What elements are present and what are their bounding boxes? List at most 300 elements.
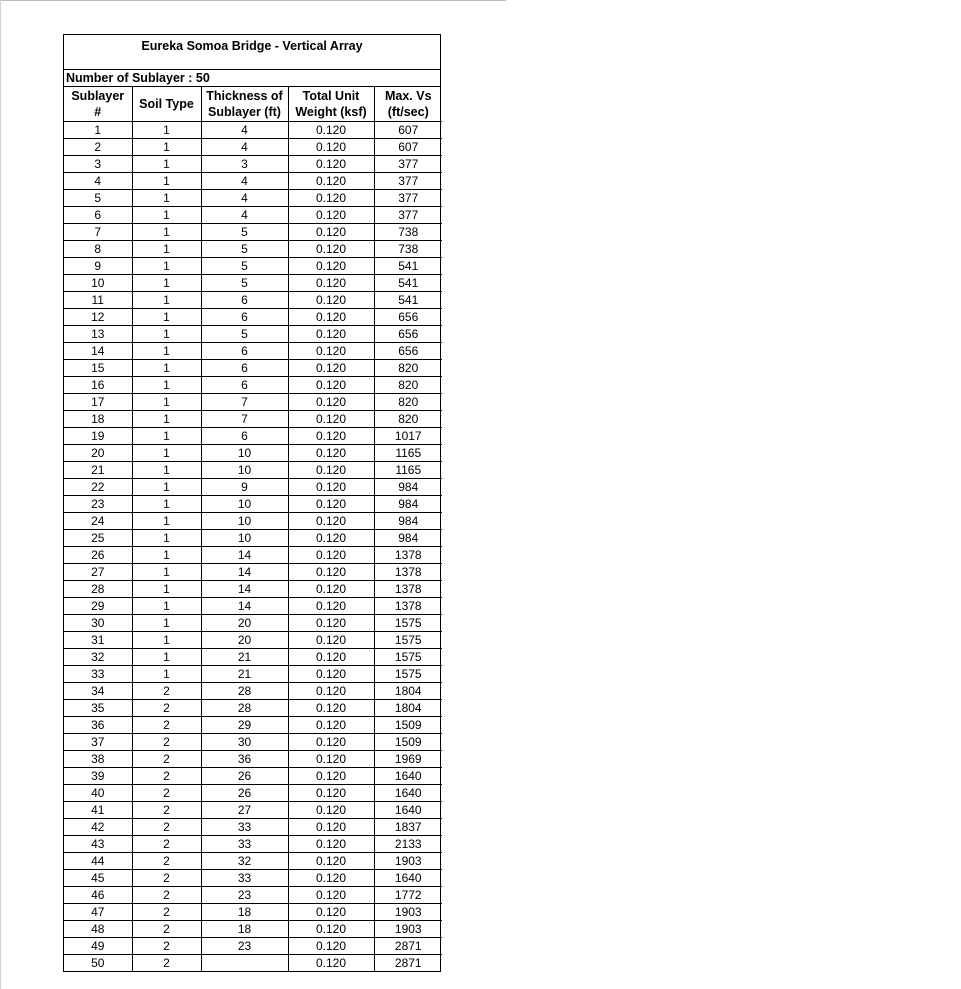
cell-max-vs: 984 [374, 479, 442, 496]
table-row [64, 156, 442, 173]
cell-thickness: 5 [201, 241, 288, 258]
table-row [64, 462, 442, 479]
table-row [64, 190, 442, 207]
cell-thickness: 6 [201, 292, 288, 309]
table-row [64, 785, 442, 802]
cell-unit-weight: 0.120 [288, 734, 374, 751]
table-row [64, 530, 442, 547]
cell-thickness: 4 [201, 190, 288, 207]
cell-sublayer: 31 [64, 632, 132, 649]
table-row [64, 853, 442, 870]
cell-sublayer: 14 [64, 343, 132, 360]
cell-sublayer: 47 [64, 904, 132, 921]
cell-unit-weight: 0.120 [288, 632, 374, 649]
cell-max-vs: 984 [374, 530, 442, 547]
table-row [64, 241, 442, 258]
cell-thickness: 20 [201, 615, 288, 632]
header-thickness: Thickness of Sublayer (ft) [201, 87, 288, 122]
cell-unit-weight: 0.120 [288, 190, 374, 207]
cell-sublayer: 44 [64, 853, 132, 870]
cell-unit-weight: 0.120 [288, 649, 374, 666]
cell-soil-type: 1 [132, 547, 201, 564]
cell-thickness: 6 [201, 428, 288, 445]
cell-unit-weight: 0.120 [288, 462, 374, 479]
cell-unit-weight: 0.120 [288, 224, 374, 241]
cell-soil-type: 2 [132, 683, 201, 700]
cell-unit-weight: 0.120 [288, 139, 374, 156]
cell-sublayer: 22 [64, 479, 132, 496]
cell-soil-type: 1 [132, 207, 201, 224]
table-row [64, 343, 442, 360]
table-row [64, 700, 442, 717]
cell-soil-type: 2 [132, 836, 201, 853]
cell-sublayer: 30 [64, 615, 132, 632]
cell-thickness: 21 [201, 666, 288, 683]
cell-soil-type: 1 [132, 326, 201, 343]
cell-max-vs: 820 [374, 394, 442, 411]
cell-unit-weight: 0.120 [288, 751, 374, 768]
cell-soil-type: 2 [132, 887, 201, 904]
cell-max-vs: 1640 [374, 870, 442, 887]
cell-sublayer: 39 [64, 768, 132, 785]
header-max-vs: Max. Vs (ft/sec) [374, 87, 442, 122]
cell-unit-weight: 0.120 [288, 377, 374, 394]
cell-unit-weight: 0.120 [288, 173, 374, 190]
cell-unit-weight: 0.120 [288, 768, 374, 785]
cell-max-vs: 984 [374, 496, 442, 513]
cell-sublayer: 23 [64, 496, 132, 513]
page-edge-top [0, 0, 506, 1]
table-row [64, 309, 442, 326]
table-row [64, 445, 442, 462]
cell-unit-weight: 0.120 [288, 802, 374, 819]
cell-unit-weight: 0.120 [288, 700, 374, 717]
cell-max-vs: 738 [374, 241, 442, 258]
cell-sublayer: 15 [64, 360, 132, 377]
cell-thickness: 5 [201, 275, 288, 292]
cell-soil-type: 1 [132, 632, 201, 649]
cell-sublayer: 42 [64, 819, 132, 836]
cell-thickness: 26 [201, 768, 288, 785]
cell-thickness: 5 [201, 258, 288, 275]
cell-unit-weight: 0.120 [288, 785, 374, 802]
table-row [64, 411, 442, 428]
cell-soil-type: 1 [132, 598, 201, 615]
page-edge-left [0, 0, 1, 989]
cell-unit-weight: 0.120 [288, 292, 374, 309]
cell-sublayer: 5 [64, 190, 132, 207]
cell-unit-weight: 0.120 [288, 530, 374, 547]
cell-sublayer: 21 [64, 462, 132, 479]
cell-thickness: 10 [201, 496, 288, 513]
cell-unit-weight: 0.120 [288, 445, 374, 462]
cell-max-vs: 1378 [374, 581, 442, 598]
table-row [64, 870, 442, 887]
table-row [64, 904, 442, 921]
cell-max-vs: 656 [374, 326, 442, 343]
cell-thickness: 23 [201, 938, 288, 955]
cell-thickness: 36 [201, 751, 288, 768]
cell-sublayer: 3 [64, 156, 132, 173]
table-row [64, 513, 442, 530]
table-row [64, 564, 442, 581]
table-row [64, 921, 442, 938]
cell-max-vs: 1017 [374, 428, 442, 445]
cell-sublayer: 45 [64, 870, 132, 887]
cell-soil-type: 1 [132, 649, 201, 666]
table-row [64, 632, 442, 649]
sheet-title: Eureka Somoa Bridge - Vertical Array [64, 35, 440, 70]
cell-unit-weight: 0.120 [288, 207, 374, 224]
cell-max-vs: 820 [374, 360, 442, 377]
cell-soil-type: 1 [132, 581, 201, 598]
cell-thickness: 4 [201, 122, 288, 139]
cell-thickness: 26 [201, 785, 288, 802]
cell-sublayer: 2 [64, 139, 132, 156]
header-unit-weight: Total Unit Weight (ksf) [288, 87, 374, 122]
table-row [64, 360, 442, 377]
cell-thickness: 7 [201, 394, 288, 411]
cell-max-vs: 984 [374, 513, 442, 530]
cell-sublayer: 18 [64, 411, 132, 428]
cell-soil-type: 1 [132, 292, 201, 309]
cell-thickness: 30 [201, 734, 288, 751]
cell-thickness: 28 [201, 683, 288, 700]
cell-thickness: 4 [201, 207, 288, 224]
cell-thickness [201, 955, 288, 972]
cell-sublayer: 33 [64, 666, 132, 683]
cell-unit-weight: 0.120 [288, 428, 374, 445]
table-row [64, 326, 442, 343]
cell-sublayer: 24 [64, 513, 132, 530]
table-row [64, 139, 442, 156]
cell-sublayer: 13 [64, 326, 132, 343]
cell-sublayer: 46 [64, 887, 132, 904]
table-row [64, 615, 442, 632]
cell-unit-weight: 0.120 [288, 547, 374, 564]
cell-unit-weight: 0.120 [288, 309, 374, 326]
cell-max-vs: 541 [374, 275, 442, 292]
cell-max-vs: 1575 [374, 649, 442, 666]
cell-soil-type: 2 [132, 802, 201, 819]
cell-max-vs: 1903 [374, 853, 442, 870]
cell-sublayer: 4 [64, 173, 132, 190]
cell-thickness: 9 [201, 479, 288, 496]
cell-sublayer: 27 [64, 564, 132, 581]
cell-sublayer: 28 [64, 581, 132, 598]
cell-max-vs: 656 [374, 343, 442, 360]
table-row [64, 598, 442, 615]
cell-unit-weight: 0.120 [288, 955, 374, 972]
cell-sublayer: 7 [64, 224, 132, 241]
table-row [64, 666, 442, 683]
cell-unit-weight: 0.120 [288, 666, 374, 683]
cell-max-vs: 2133 [374, 836, 442, 853]
cell-sublayer: 37 [64, 734, 132, 751]
cell-thickness: 20 [201, 632, 288, 649]
table-row [64, 122, 442, 139]
cell-sublayer: 38 [64, 751, 132, 768]
cell-unit-weight: 0.120 [288, 938, 374, 955]
table-row [64, 292, 442, 309]
table-row [64, 224, 442, 241]
cell-unit-weight: 0.120 [288, 122, 374, 139]
cell-max-vs: 1575 [374, 615, 442, 632]
cell-max-vs: 377 [374, 207, 442, 224]
cell-thickness: 6 [201, 309, 288, 326]
cell-soil-type: 1 [132, 309, 201, 326]
cell-max-vs: 541 [374, 258, 442, 275]
table-row [64, 717, 442, 734]
cell-thickness: 28 [201, 700, 288, 717]
cell-max-vs: 1772 [374, 887, 442, 904]
cell-soil-type: 2 [132, 700, 201, 717]
table-row [64, 275, 442, 292]
cell-max-vs: 1378 [374, 547, 442, 564]
cell-unit-weight: 0.120 [288, 904, 374, 921]
cell-sublayer: 8 [64, 241, 132, 258]
header-sublayer: Sublayer # [64, 87, 132, 122]
cell-soil-type: 2 [132, 751, 201, 768]
cell-soil-type: 1 [132, 139, 201, 156]
cell-unit-weight: 0.120 [288, 921, 374, 938]
cell-soil-type: 2 [132, 819, 201, 836]
cell-unit-weight: 0.120 [288, 326, 374, 343]
header-row [64, 87, 442, 122]
cell-unit-weight: 0.120 [288, 241, 374, 258]
cell-unit-weight: 0.120 [288, 258, 374, 275]
sublayer-count: Number of Sublayer : 50 [64, 70, 440, 87]
cell-thickness: 6 [201, 343, 288, 360]
cell-sublayer: 10 [64, 275, 132, 292]
cell-thickness: 5 [201, 224, 288, 241]
cell-thickness: 10 [201, 445, 288, 462]
cell-max-vs: 607 [374, 139, 442, 156]
cell-sublayer: 6 [64, 207, 132, 224]
cell-thickness: 23 [201, 887, 288, 904]
cell-soil-type: 2 [132, 785, 201, 802]
table-row [64, 768, 442, 785]
cell-unit-weight: 0.120 [288, 513, 374, 530]
table-row [64, 751, 442, 768]
cell-sublayer: 40 [64, 785, 132, 802]
table-row [64, 394, 442, 411]
table-row [64, 479, 442, 496]
cell-max-vs: 377 [374, 156, 442, 173]
cell-unit-weight: 0.120 [288, 564, 374, 581]
cell-thickness: 4 [201, 173, 288, 190]
cell-max-vs: 607 [374, 122, 442, 139]
cell-sublayer: 12 [64, 309, 132, 326]
cell-sublayer: 9 [64, 258, 132, 275]
cell-max-vs: 1969 [374, 751, 442, 768]
cell-soil-type: 1 [132, 411, 201, 428]
cell-max-vs: 1378 [374, 598, 442, 615]
cell-sublayer: 49 [64, 938, 132, 955]
cell-max-vs: 738 [374, 224, 442, 241]
cell-soil-type: 1 [132, 530, 201, 547]
cell-unit-weight: 0.120 [288, 853, 374, 870]
cell-max-vs: 2871 [374, 938, 442, 955]
cell-soil-type: 1 [132, 275, 201, 292]
cell-thickness: 14 [201, 598, 288, 615]
cell-sublayer: 17 [64, 394, 132, 411]
table-row [64, 734, 442, 751]
cell-sublayer: 26 [64, 547, 132, 564]
cell-sublayer: 29 [64, 598, 132, 615]
cell-thickness: 10 [201, 513, 288, 530]
cell-soil-type: 1 [132, 258, 201, 275]
table-row [64, 173, 442, 190]
cell-sublayer: 16 [64, 377, 132, 394]
cell-thickness: 6 [201, 360, 288, 377]
cell-max-vs: 820 [374, 377, 442, 394]
sublayer-table [64, 87, 442, 971]
cell-soil-type: 2 [132, 734, 201, 751]
table-body [64, 122, 442, 972]
cell-max-vs: 1903 [374, 904, 442, 921]
table-row [64, 836, 442, 853]
cell-thickness: 7 [201, 411, 288, 428]
cell-max-vs: 1837 [374, 819, 442, 836]
cell-sublayer: 11 [64, 292, 132, 309]
cell-soil-type: 1 [132, 377, 201, 394]
cell-soil-type: 1 [132, 428, 201, 445]
cell-max-vs: 1575 [374, 666, 442, 683]
cell-sublayer: 34 [64, 683, 132, 700]
table-row [64, 547, 442, 564]
cell-unit-weight: 0.120 [288, 819, 374, 836]
cell-thickness: 32 [201, 853, 288, 870]
cell-sublayer: 1 [64, 122, 132, 139]
cell-max-vs: 1903 [374, 921, 442, 938]
cell-soil-type: 1 [132, 496, 201, 513]
cell-soil-type: 1 [132, 445, 201, 462]
cell-max-vs: 1165 [374, 462, 442, 479]
cell-thickness: 29 [201, 717, 288, 734]
cell-thickness: 14 [201, 547, 288, 564]
cell-soil-type: 1 [132, 224, 201, 241]
table-row [64, 428, 442, 445]
cell-thickness: 4 [201, 139, 288, 156]
cell-thickness: 18 [201, 904, 288, 921]
cell-soil-type: 2 [132, 904, 201, 921]
cell-soil-type: 1 [132, 666, 201, 683]
cell-unit-weight: 0.120 [288, 598, 374, 615]
cell-soil-type: 1 [132, 479, 201, 496]
table-row [64, 258, 442, 275]
table-row [64, 581, 442, 598]
cell-unit-weight: 0.120 [288, 275, 374, 292]
table-row [64, 938, 442, 955]
table-row [64, 207, 442, 224]
cell-unit-weight: 0.120 [288, 394, 374, 411]
cell-soil-type: 2 [132, 921, 201, 938]
cell-soil-type: 1 [132, 360, 201, 377]
cell-thickness: 6 [201, 377, 288, 394]
cell-unit-weight: 0.120 [288, 343, 374, 360]
cell-thickness: 33 [201, 819, 288, 836]
cell-thickness: 33 [201, 870, 288, 887]
cell-thickness: 10 [201, 530, 288, 547]
cell-sublayer: 50 [64, 955, 132, 972]
cell-sublayer: 48 [64, 921, 132, 938]
cell-sublayer: 43 [64, 836, 132, 853]
cell-soil-type: 1 [132, 564, 201, 581]
cell-thickness: 14 [201, 564, 288, 581]
cell-soil-type: 1 [132, 615, 201, 632]
table-row [64, 496, 442, 513]
table-row [64, 955, 442, 972]
cell-soil-type: 2 [132, 768, 201, 785]
cell-thickness: 27 [201, 802, 288, 819]
cell-thickness: 10 [201, 462, 288, 479]
cell-soil-type: 1 [132, 241, 201, 258]
cell-max-vs: 1640 [374, 768, 442, 785]
cell-soil-type: 1 [132, 462, 201, 479]
cell-max-vs: 1165 [374, 445, 442, 462]
cell-soil-type: 2 [132, 870, 201, 887]
cell-max-vs: 820 [374, 411, 442, 428]
cell-soil-type: 1 [132, 513, 201, 530]
cell-soil-type: 1 [132, 156, 201, 173]
table-row [64, 819, 442, 836]
cell-unit-weight: 0.120 [288, 411, 374, 428]
table-row [64, 683, 442, 700]
cell-thickness: 21 [201, 649, 288, 666]
cell-thickness: 5 [201, 326, 288, 343]
cell-thickness: 33 [201, 836, 288, 853]
cell-soil-type: 2 [132, 955, 201, 972]
cell-max-vs: 656 [374, 309, 442, 326]
cell-max-vs: 377 [374, 173, 442, 190]
cell-unit-weight: 0.120 [288, 717, 374, 734]
cell-unit-weight: 0.120 [288, 683, 374, 700]
cell-max-vs: 1509 [374, 717, 442, 734]
cell-sublayer: 41 [64, 802, 132, 819]
cell-unit-weight: 0.120 [288, 836, 374, 853]
cell-max-vs: 2871 [394, 956, 422, 970]
cell-sublayer: 20 [64, 445, 132, 462]
cell-max-vs: 1509 [374, 734, 442, 751]
cell-max-vs: 1804 [374, 700, 442, 717]
cell-soil-type: 1 [132, 394, 201, 411]
table-row [64, 649, 442, 666]
cell-max-vs: 1575 [374, 632, 442, 649]
table-row [64, 887, 442, 904]
cell-max-vs: 377 [374, 190, 442, 207]
cell-soil-type: 2 [132, 717, 201, 734]
cell-unit-weight: 0.120 [288, 496, 374, 513]
cell-soil-type: 1 [132, 122, 201, 139]
table-row [64, 802, 442, 819]
cell-unit-weight: 0.120 [288, 887, 374, 904]
cell-max-vs: 1378 [374, 564, 442, 581]
cell-unit-weight: 0.120 [288, 615, 374, 632]
header-soil-type: Soil Type [132, 87, 201, 122]
cell-soil-type: 1 [132, 173, 201, 190]
cell-sublayer: 35 [64, 700, 132, 717]
cell-soil-type: 2 [132, 938, 201, 955]
cell-max-vs: 1640 [374, 785, 442, 802]
cell-soil-type: 1 [132, 343, 201, 360]
cell-thickness: 14 [201, 581, 288, 598]
cell-sublayer: 25 [64, 530, 132, 547]
cell-soil-type: 1 [132, 190, 201, 207]
cell-unit-weight: 0.120 [288, 156, 374, 173]
cell-unit-weight: 0.120 [288, 870, 374, 887]
cell-unit-weight: 0.120 [288, 479, 374, 496]
